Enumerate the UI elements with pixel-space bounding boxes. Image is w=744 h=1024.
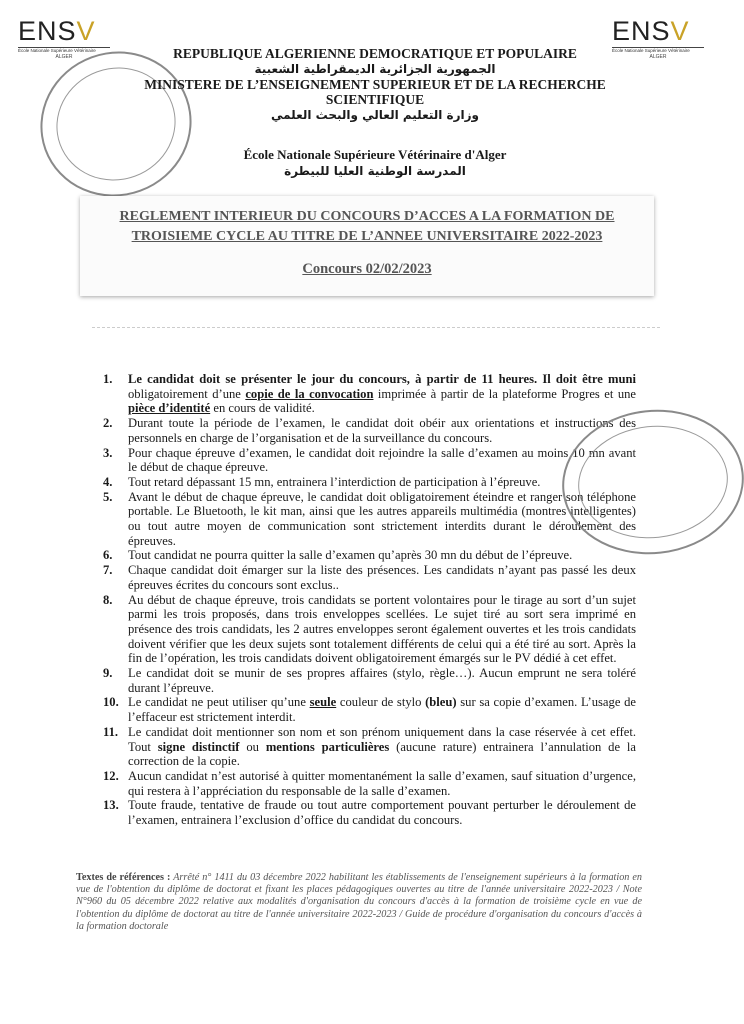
republic-name-fr: REPUBLIQUE ALGERIENNE DEMOCRATIQUE ET POPULAIRE [173,46,577,61]
document-header [140,46,610,179]
ministry-name-fr: MINISTERE DE L’ENSEIGNEMENT SUPERIEUR ET DE LA RECHERCHE SCIENTIFIQUE [144,77,606,107]
rule-number: 1. [103,372,113,386]
rule-number: 12. [103,768,119,783]
rule-text: Le candidat doit se munir de ses propres affaires (stylo, règle…). Aucun emprunt ne sera toléré durant l’épreuve. [128,666,636,695]
rule-text: Le candidat doit se présenter le jour du concours, à partir de 11 heures. Il doit être muni [128,372,636,386]
references [76,872,642,933]
rule-item [103,490,636,549]
title-box [80,196,654,296]
rule-item [103,725,636,769]
rule-text: copie de la convocation [245,386,374,401]
rule-number: 8. [103,592,113,607]
rule-text: ou [239,739,266,754]
rule-text: Pour chaque épreuve d’examen, le candidat doit rejoindre la salle d’examen au moins 10 mn avant le début de chaque épreuve. [128,445,636,475]
rules-list [103,372,636,828]
rule-text: (aucune rature) entrainera l’annulation de la correction de la copie. [128,739,637,769]
rule-text: Tout retard dépassant 15 mn, entrainera l’interdiction de participation à l’épreuve. [128,474,541,489]
rule-item [103,475,636,490]
rule-item [103,666,636,695]
rule-item [103,563,636,592]
divider [92,327,660,328]
rule-item [103,769,636,798]
rule-number: 10. [103,695,119,710]
rule-text: en cours de validité. [210,401,315,416]
rule-text: Aucun candidat n’est autorisé à quitter momentanément la salle d’examen, sauf situation d’urgence, qui restera à l’appréciation du responsable de la salle d’examen. [128,768,636,798]
rule-text: (bleu) [425,695,457,710]
rule-text: Toute fraude, tentative de fraude ou tout autre comportement pouvant perturber le déroulement de l’examen, entrainera l’exclusion d’office du candidat du concours. [128,798,636,828]
rule-text: pièce d’identité [128,401,211,416]
rule-text: obligatoirement d’une [128,386,246,401]
rule-text: Le candidat ne peut utiliser qu’une [128,695,310,710]
rule-number: 9. [103,666,113,681]
school-logo-right: ENSV École Nationale Supérieure Vétérinaire ALGER [612,18,704,60]
rule-number: 7. [103,563,113,578]
rule-item [103,593,636,667]
rule-number: 4. [103,474,113,489]
references-label: Textes de références : [76,872,171,883]
rule-item [103,798,636,827]
rule-number: 5. [103,489,113,504]
rule-text: couleur de stylo [336,695,426,710]
rule-number: 3. [103,445,113,460]
rule-item [103,446,636,475]
rule-number: 13. [103,798,119,813]
rule-item [103,372,636,416]
school-name-fr: École Nationale Supérieure Vétérinaire d'Alger [243,147,507,162]
rule-text: Avant le début de chaque épreuve, le candidat doit obligatoirement éteindre et ranger son téléphone portable. Le Bluetooth, le kit man, ainsi que les autres appareils multimédia (montres intelligentes) ou tout autre moyen de communication sont strictement interdits durant le déroulement des épreuves. [128,489,636,548]
rule-text: Le candidat doit mentionner son nom et son prénom uniquement dans la case réservée à cet effet. Tout [128,724,636,754]
rule-number: 6. [103,548,113,563]
rule-item [103,548,636,563]
rule-item [103,695,636,724]
rule-text: Tout candidat ne pourra quitter la salle d’examen qu’après 30 mn du début de l’épreuve. [128,548,573,563]
rule-text: Durant toute la période de l’examen, le candidat doit obéir aux orientations et instructions des personnels en charge de l’organisation et de la surveillance du concours. [128,416,636,445]
republic-name-ar: الجمهورية الجزائرية الديمقراطية الشعبية [254,62,496,76]
concours-date: Concours 02/02/2023 [302,261,432,277]
references-text: Arrêté n° 1411 du 03 décembre 2022 habilitant les établissements de l'enseignement supérieurs à la formation en vue de l'obtention du diplôme de doctorat et fixant les places pédagogiques ouvertes au titre de l'année universitaire 2022-2023 / Note N°960 du 05 décembre 2022 relative aux modalités d'organisation du concours d'accès à la formation de troisième cycle en vue de l'obtention du diplôme de doctorat au titre de l'année universitaire 2022-2023 / Guide de procédure d'organisation du concours d'accès à la formation doctorale [76,872,642,932]
rule-text: seule [309,695,337,710]
rule-text: imprimée à partir de la plateforme Progres et une [373,386,636,401]
rule-item [103,416,636,445]
rule-number: 11. [103,724,119,739]
rule-number: 2. [103,416,113,431]
school-name-ar: المدرسة الوطنية العليا للبيطرة [284,164,466,178]
rule-text: Au début de chaque épreuve, trois candidats se portent volontaires pour le tirage au sort d’un sujet parmi les trois proposés, dans trois enveloppes scellées. Le sujet tiré au sort sera imprimé en présence des trois candidats, les 2 autres enveloppes seront également ouvertes et les trois candidats doivent vérifier que les deux sujets sont totalement différents de celui qui a été tiré au sort. Après la fin de l’opération, les trois candidats doivent obligatoirement émargés sur le PV dédié à cet effet. [128,592,636,666]
rule-text: Chaque candidat doit émarger sur la liste des présences. Les candidats n’ayant pas passé les deux épreuves écrites du concours sont exclus.. [128,563,636,592]
rule-text: signe distinctif [157,739,240,754]
rule-text: sur sa copie d’examen. L’usage de l’effaceur est strictement interdit. [128,695,636,725]
ministry-name-ar: وزارة التعليم العالي والبحث العلمي [270,108,480,122]
document-title: REGLEMENT INTERIEUR DU CONCOURS D’ACCES A LA FORMATION DE TROISIEME CYCLE AU TITRE DE L’ANNEE UNIVERSITAIRE 2022-2023 [119,209,615,244]
rule-text: mentions particulières [265,739,390,754]
school-logo-left: ENSV École Nationale Supérieure Vétérinaire ALGER [18,18,110,60]
